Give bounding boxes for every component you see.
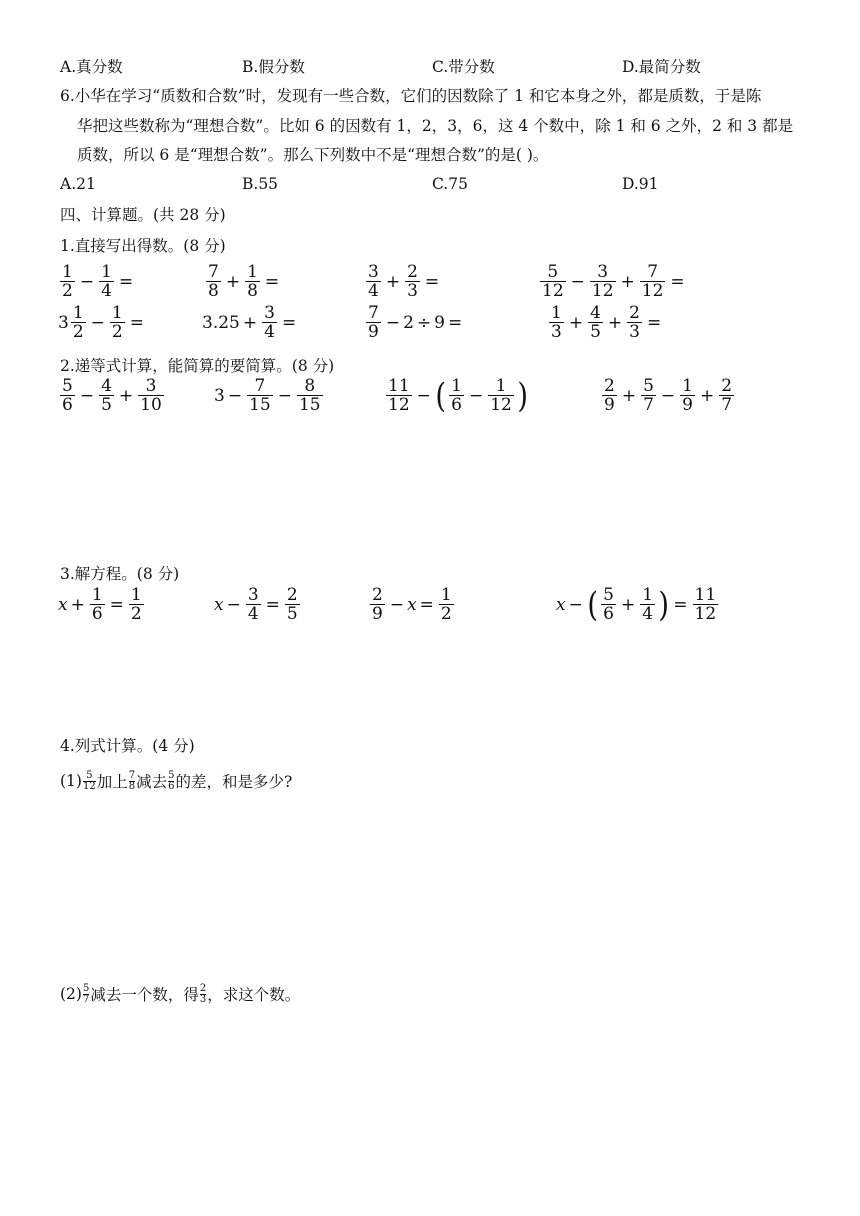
q6-line-3: 质数，所以 6 是“理想合数”。那么下列数中不是“理想合数”的是( )。 (77, 146, 549, 164)
q6-option-d: D.91 (622, 175, 659, 193)
part1-title: 1.直接写出得数。(8 分) (60, 237, 226, 255)
p3-eq-2: x − $\frac{3}{4}$ = $\frac{2}{5}$ (214, 585, 298, 624)
part3-title: 3.解方程。(8 分) (60, 565, 180, 583)
p1-expr-8: $\frac{1}{3}$ + $\frac{4}{5}$ + $\frac{2}{3}$ = (551, 303, 662, 342)
q5-option-b: B.假分数 (242, 58, 305, 76)
p1-expr-3: $\frac{3}{4}$ + $\frac{2}{3}$ = (368, 262, 440, 301)
q6-line-2: 华把这些数称为“理想合数”。比如 6 的因数有 1，2，3，6，这 4 个数中，除 1 和 6 之外，2 和 3 都是 (77, 117, 794, 135)
p1-expr-1: $\frac{1}{2}$ − $\frac{1}{4}$ = (62, 262, 134, 301)
p2-expr-1: $\frac{5}{6}$ − $\frac{4}{5}$ + $\frac{3}{10}$ (62, 376, 162, 415)
q5-option-c: C.带分数 (432, 58, 495, 76)
p4-question-1: (1) 5 12 加上 7 8 减去 5 6 的差，和是多少? (60, 769, 293, 792)
p1-expr-2: $\frac{7}{8}$ + $\frac{1}{8}$ = (208, 262, 280, 301)
p2-expr-3: $\frac{11}{12}$ − ( $\frac{1}{6}$ − $\frac{1}{12}$ ) (388, 375, 528, 416)
q6-option-a: A.21 (60, 175, 96, 193)
p1-expr-7: $\frac{7}{9}$ − 2 ÷ 9 = (368, 303, 463, 342)
p3-eq-3: $\frac{2}{9}$ − x = $\frac{1}{2}$ (372, 585, 452, 624)
p1-expr-5: 3 $\frac{1}{2}$ − $\frac{1}{2}$ = (58, 303, 144, 342)
p1-expr-6: 3.25 + $\frac{3}{4}$ = (202, 303, 297, 342)
p1-expr-4: $\frac{5}{12}$ − $\frac{3}{12}$ + $\frac{7}{12}$ = (542, 262, 685, 301)
q6-option-b: B.55 (242, 175, 279, 193)
q6-option-c: C.75 (432, 175, 468, 193)
section-title: 四、计算题。(共 28 分) (60, 206, 226, 224)
p3-eq-4: x − ( $\frac{5}{6}$ + $\frac{1}{4}$ ) = $\frac{11}{12}$ (556, 584, 717, 625)
q6-line-1: 6.小华在学习“质数和合数”时，发现有一些合数，它们的因数除了 1 和它本身之外，都是质数，于是陈 (60, 87, 762, 105)
p3-eq-1: x + $\frac{1}{6}$ = $\frac{1}{2}$ (58, 585, 142, 624)
p4-question-2: (2) 5 7 减去一个数，得 2 3 ，求这个数。 (60, 982, 301, 1005)
part4-title: 4.列式计算。(4 分) (60, 737, 195, 755)
p2-expr-4: $\frac{2}{9}$ + $\frac{5}{7}$ − $\frac{1}{9}$ + $\frac{2}{7}$ (604, 376, 733, 415)
part2-title: 2.递等式计算，能简算的要简算。(8 分) (60, 357, 335, 375)
q5-option-a: A.真分数 (60, 58, 123, 76)
p2-expr-2: 3 − $\frac{7}{15}$ − $\frac{8}{15}$ (214, 376, 321, 415)
q5-option-d: D.最简分数 (622, 58, 701, 76)
